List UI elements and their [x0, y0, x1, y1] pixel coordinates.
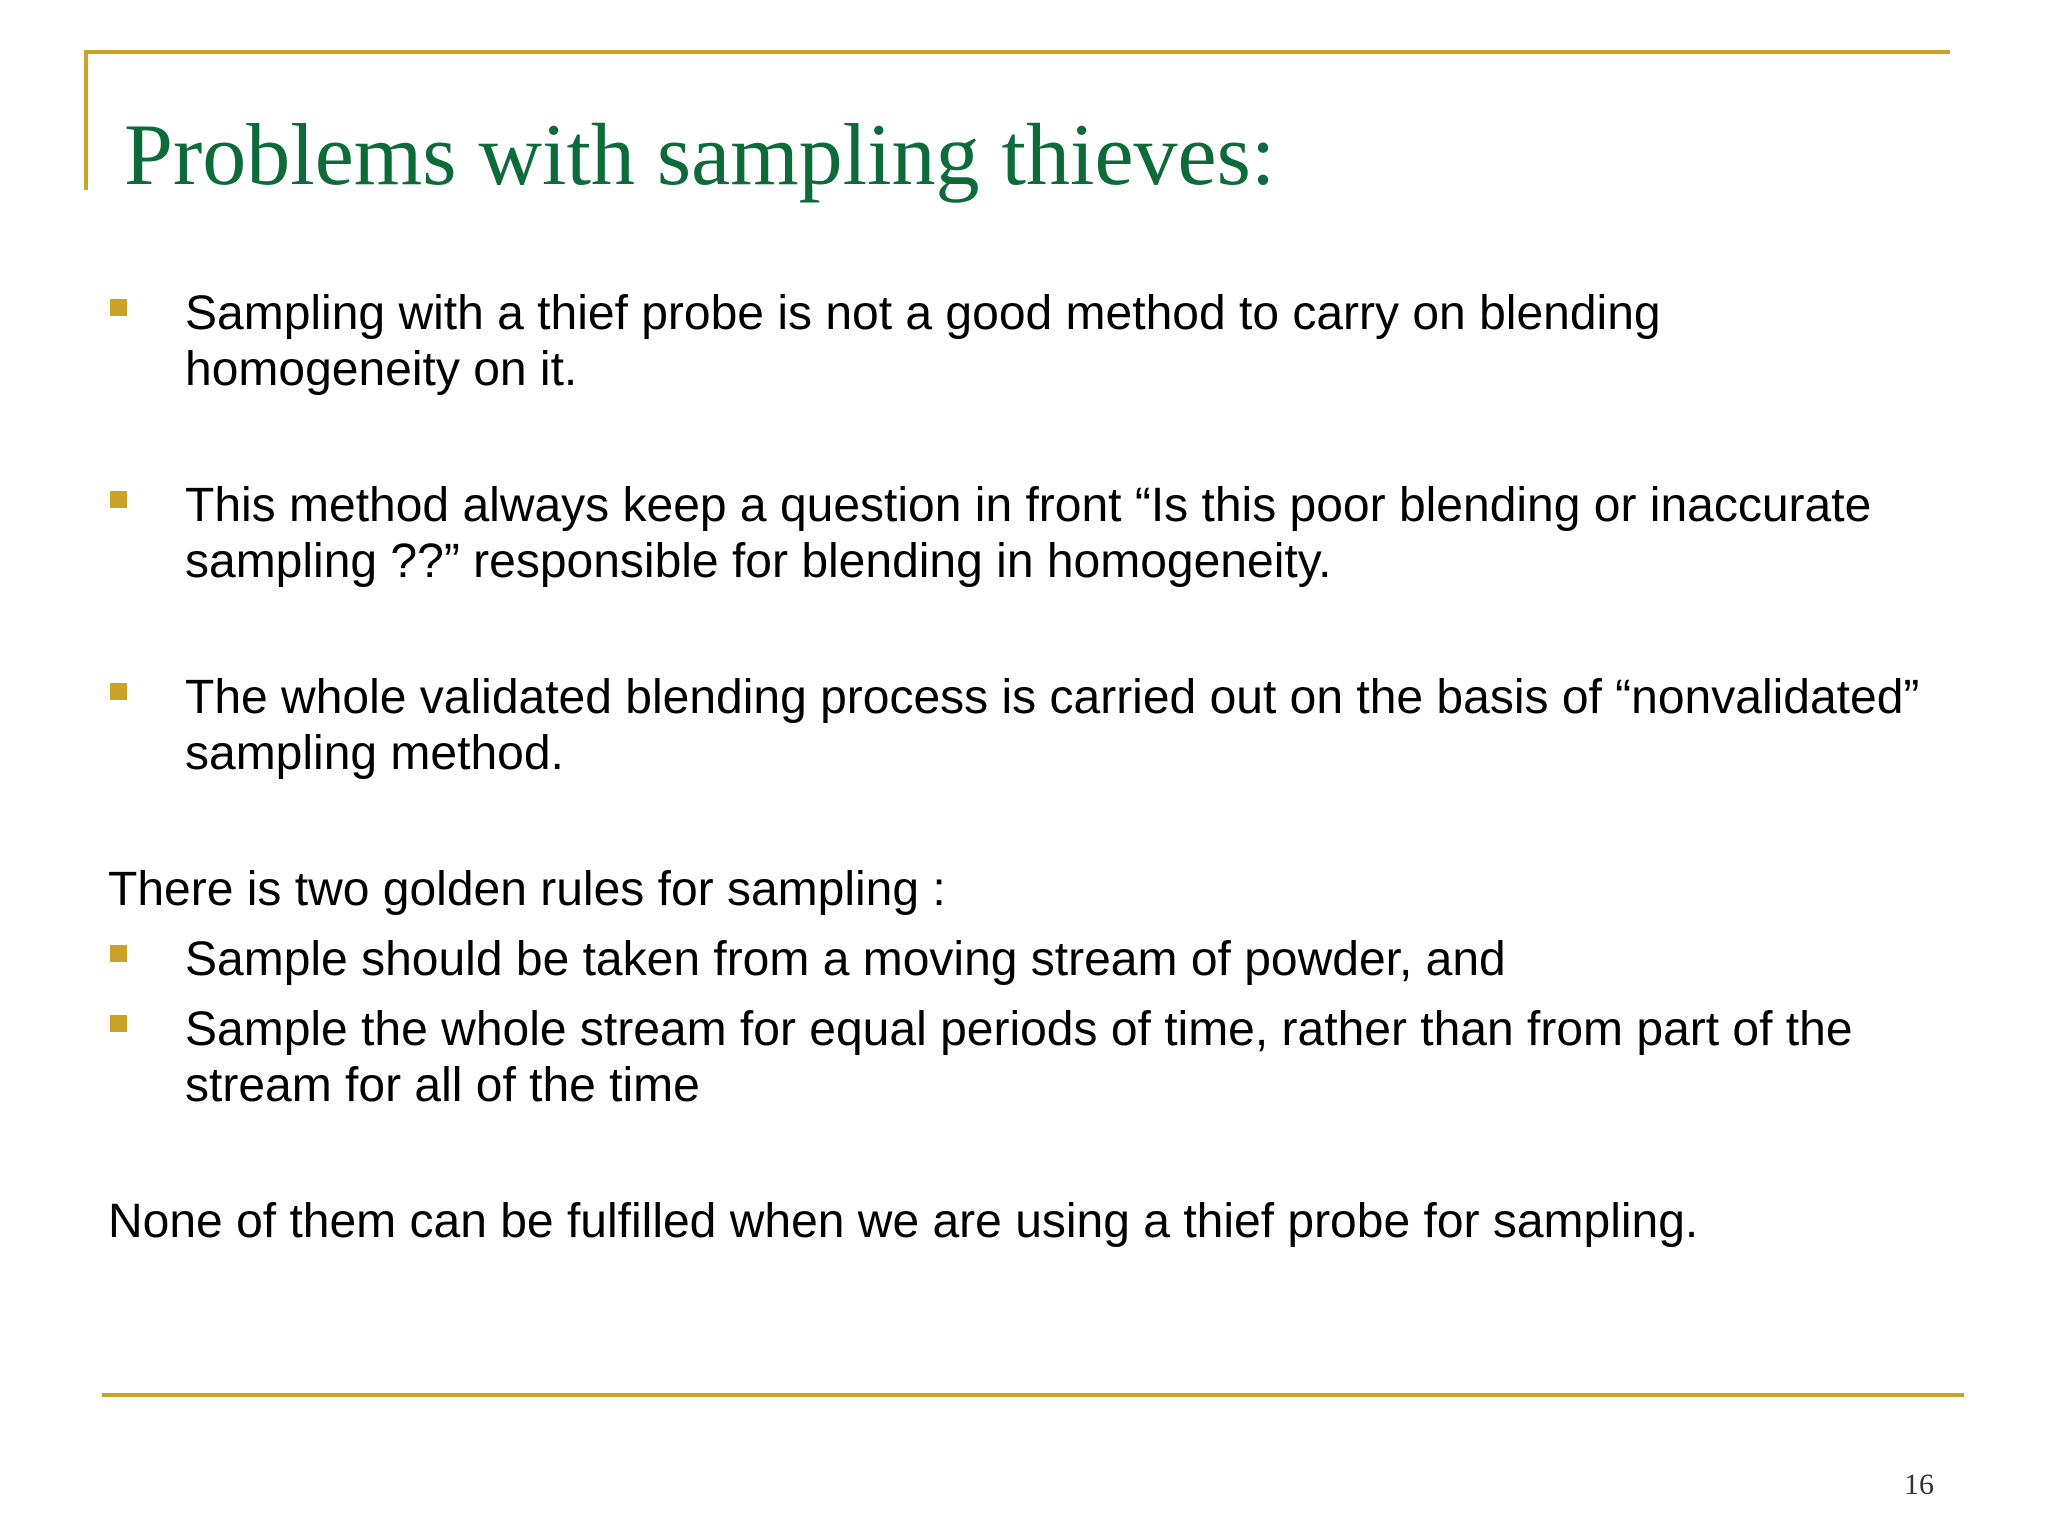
page-number: 16 [1904, 1468, 1934, 1501]
slide-body [108, 286, 1928, 1250]
bullet-item [108, 286, 1928, 398]
square-bullet-icon [110, 683, 127, 700]
bullet-item [108, 478, 1928, 590]
rule-item [108, 1002, 1928, 1114]
slide-title: Problems with sampling thieves: [124, 107, 1276, 204]
bullet-text: Sampling with a thief probe is not a good method to carry on blending homogeneity on it. [185, 287, 1661, 396]
rule-item [108, 932, 1928, 988]
bottom-rule-line [102, 1393, 1964, 1397]
square-bullet-icon [110, 299, 127, 316]
left-border-line [84, 50, 88, 190]
square-bullet-icon [110, 945, 127, 962]
rule-text: Sample the whole stream for equal periods of time, rather than from part of the stream for all of the time [185, 1003, 1853, 1112]
bullet-text: This method always keep a question in front “Is this poor blending or inaccurate sampling ??” responsible for blending in homogeneity. [185, 479, 1872, 588]
conclusion-text: None of them can be fulfilled when we are using a thief probe for sampling. [108, 1195, 1699, 1248]
bullet-item [108, 670, 1928, 782]
top-border-line [86, 50, 1950, 54]
rules-intro: There is two golden rules for sampling : [108, 863, 946, 916]
square-bullet-icon [110, 1015, 127, 1032]
bullet-text: The whole validated blending process is carried out on the basis of “nonvalidated” sampling method. [185, 671, 1920, 780]
rule-text: Sample should be taken from a moving stream of powder, and [185, 933, 1506, 986]
square-bullet-icon [110, 491, 127, 508]
